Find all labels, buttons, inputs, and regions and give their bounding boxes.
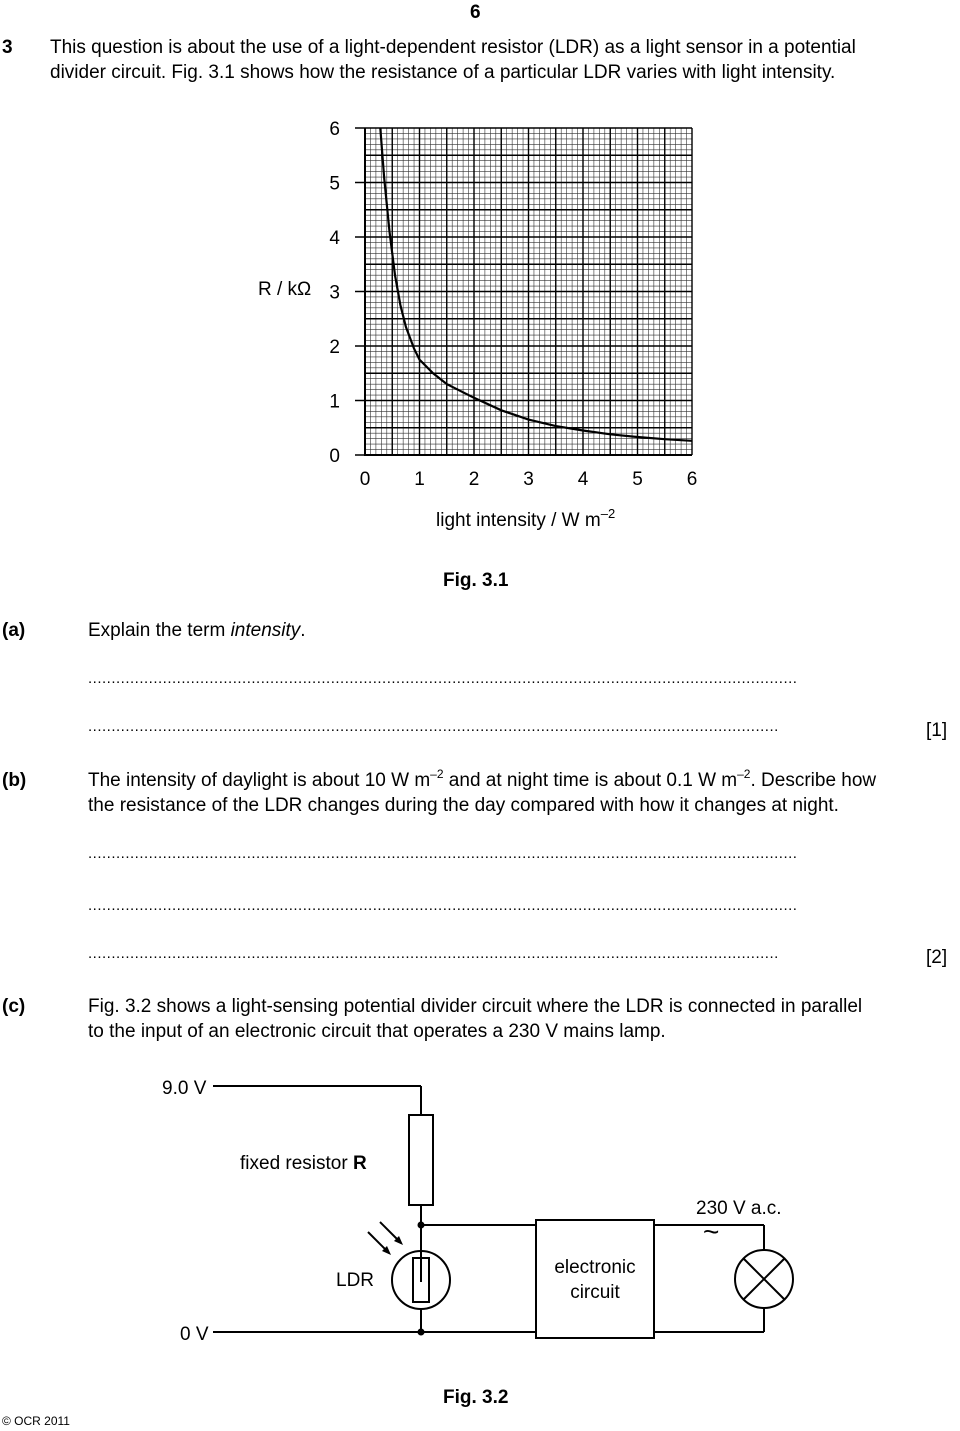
question-number: 3 <box>2 37 13 58</box>
resistor-label: fixed resistor R <box>240 1153 367 1174</box>
page-number: 6 <box>470 2 481 23</box>
y-tick-label: 1 <box>329 391 340 413</box>
question-intro-line2: divider circuit. Fig. 3.1 shows how the resistance of a particular LDR varies with light intensity. <box>50 62 836 83</box>
figure-3-1-graph <box>230 110 730 540</box>
supply-voltage-label: 9.0 V <box>162 1078 207 1099</box>
x-tick-label: 0 <box>359 469 371 490</box>
part-a-question: Explain the term intensity. <box>88 620 306 641</box>
part-a-marks: [1] <box>926 720 948 741</box>
y-axis-label: R / kΩ <box>258 279 312 300</box>
ldr-label: LDR <box>336 1270 375 1291</box>
x-tick-label: 5 <box>632 469 643 490</box>
part-b-label: (b) <box>2 770 27 791</box>
ground-label: 0 V <box>180 1324 209 1345</box>
y-tick-label: 3 <box>329 282 340 304</box>
part-b-line2: the resistance of the LDR changes during the day compared with how it changes at night. <box>88 795 839 816</box>
x-tick-label: 1 <box>414 469 425 490</box>
part-b-answer-line-1[interactable]: ........................................................................................................................................................ <box>88 845 798 862</box>
part-a-answer-line-2[interactable]: .................................................................................................................................................... <box>88 718 779 735</box>
figure-3-2-caption: Fig. 3.2 <box>443 1387 509 1408</box>
part-c-line1: Fig. 3.2 shows a light-sensing potential divider circuit where the LDR is connected in parallel <box>88 996 863 1017</box>
ac-symbol-icon: ~ <box>703 1216 720 1247</box>
x-tick-label: 6 <box>686 469 698 490</box>
fixed-resistor-r <box>409 1115 433 1205</box>
ac-label: 230 V a.c. <box>696 1198 782 1219</box>
part-a-answer-line-1[interactable]: ........................................................................................................................................................ <box>88 670 798 687</box>
y-tick-label: 2 <box>329 337 340 358</box>
part-b-answer-line-2[interactable]: ........................................................................................................................................................ <box>88 897 798 914</box>
x-tick-label: 2 <box>468 469 480 490</box>
part-b-answer-line-3[interactable]: .................................................................................................................................................... <box>88 945 779 962</box>
part-c-line2: to the input of an electronic circuit that operates a 230 V mains lamp. <box>88 1021 666 1042</box>
electronic-circuit-box <box>536 1220 654 1338</box>
y-tick-label: 5 <box>329 173 340 195</box>
y-tick-label: 6 <box>329 119 340 140</box>
resistance-curve <box>380 128 692 441</box>
x-tick-label: 4 <box>577 469 589 490</box>
part-c-label: (c) <box>2 996 26 1017</box>
part-b-line1: The intensity of daylight is about 10 W $m^{-2}$ and at night time is about 0.1 W $m^{-2}$. Describe how <box>88 767 877 791</box>
part-b-marks: [2] <box>926 947 948 968</box>
question-intro-line1: This question is about the use of a light-dependent resistor (LDR) as a light sensor in a potential <box>50 37 856 58</box>
part-a-label: (a) <box>2 620 26 641</box>
x-axis-label: light intensity / W $m^{-2}$ <box>436 506 616 531</box>
box-label-line1: electronic <box>554 1257 636 1278</box>
y-tick-label: 0 <box>329 446 340 467</box>
y-tick-label: 4 <box>329 228 340 249</box>
light-arrow-heads <box>382 1236 403 1255</box>
box-label-line2: circuit <box>570 1282 620 1303</box>
x-tick-label: 3 <box>523 469 534 490</box>
figure-3-2-circuit <box>0 1060 960 1360</box>
copyright: © OCR 2011 <box>2 1414 70 1428</box>
figure-3-1-caption: Fig. 3.1 <box>443 570 509 591</box>
